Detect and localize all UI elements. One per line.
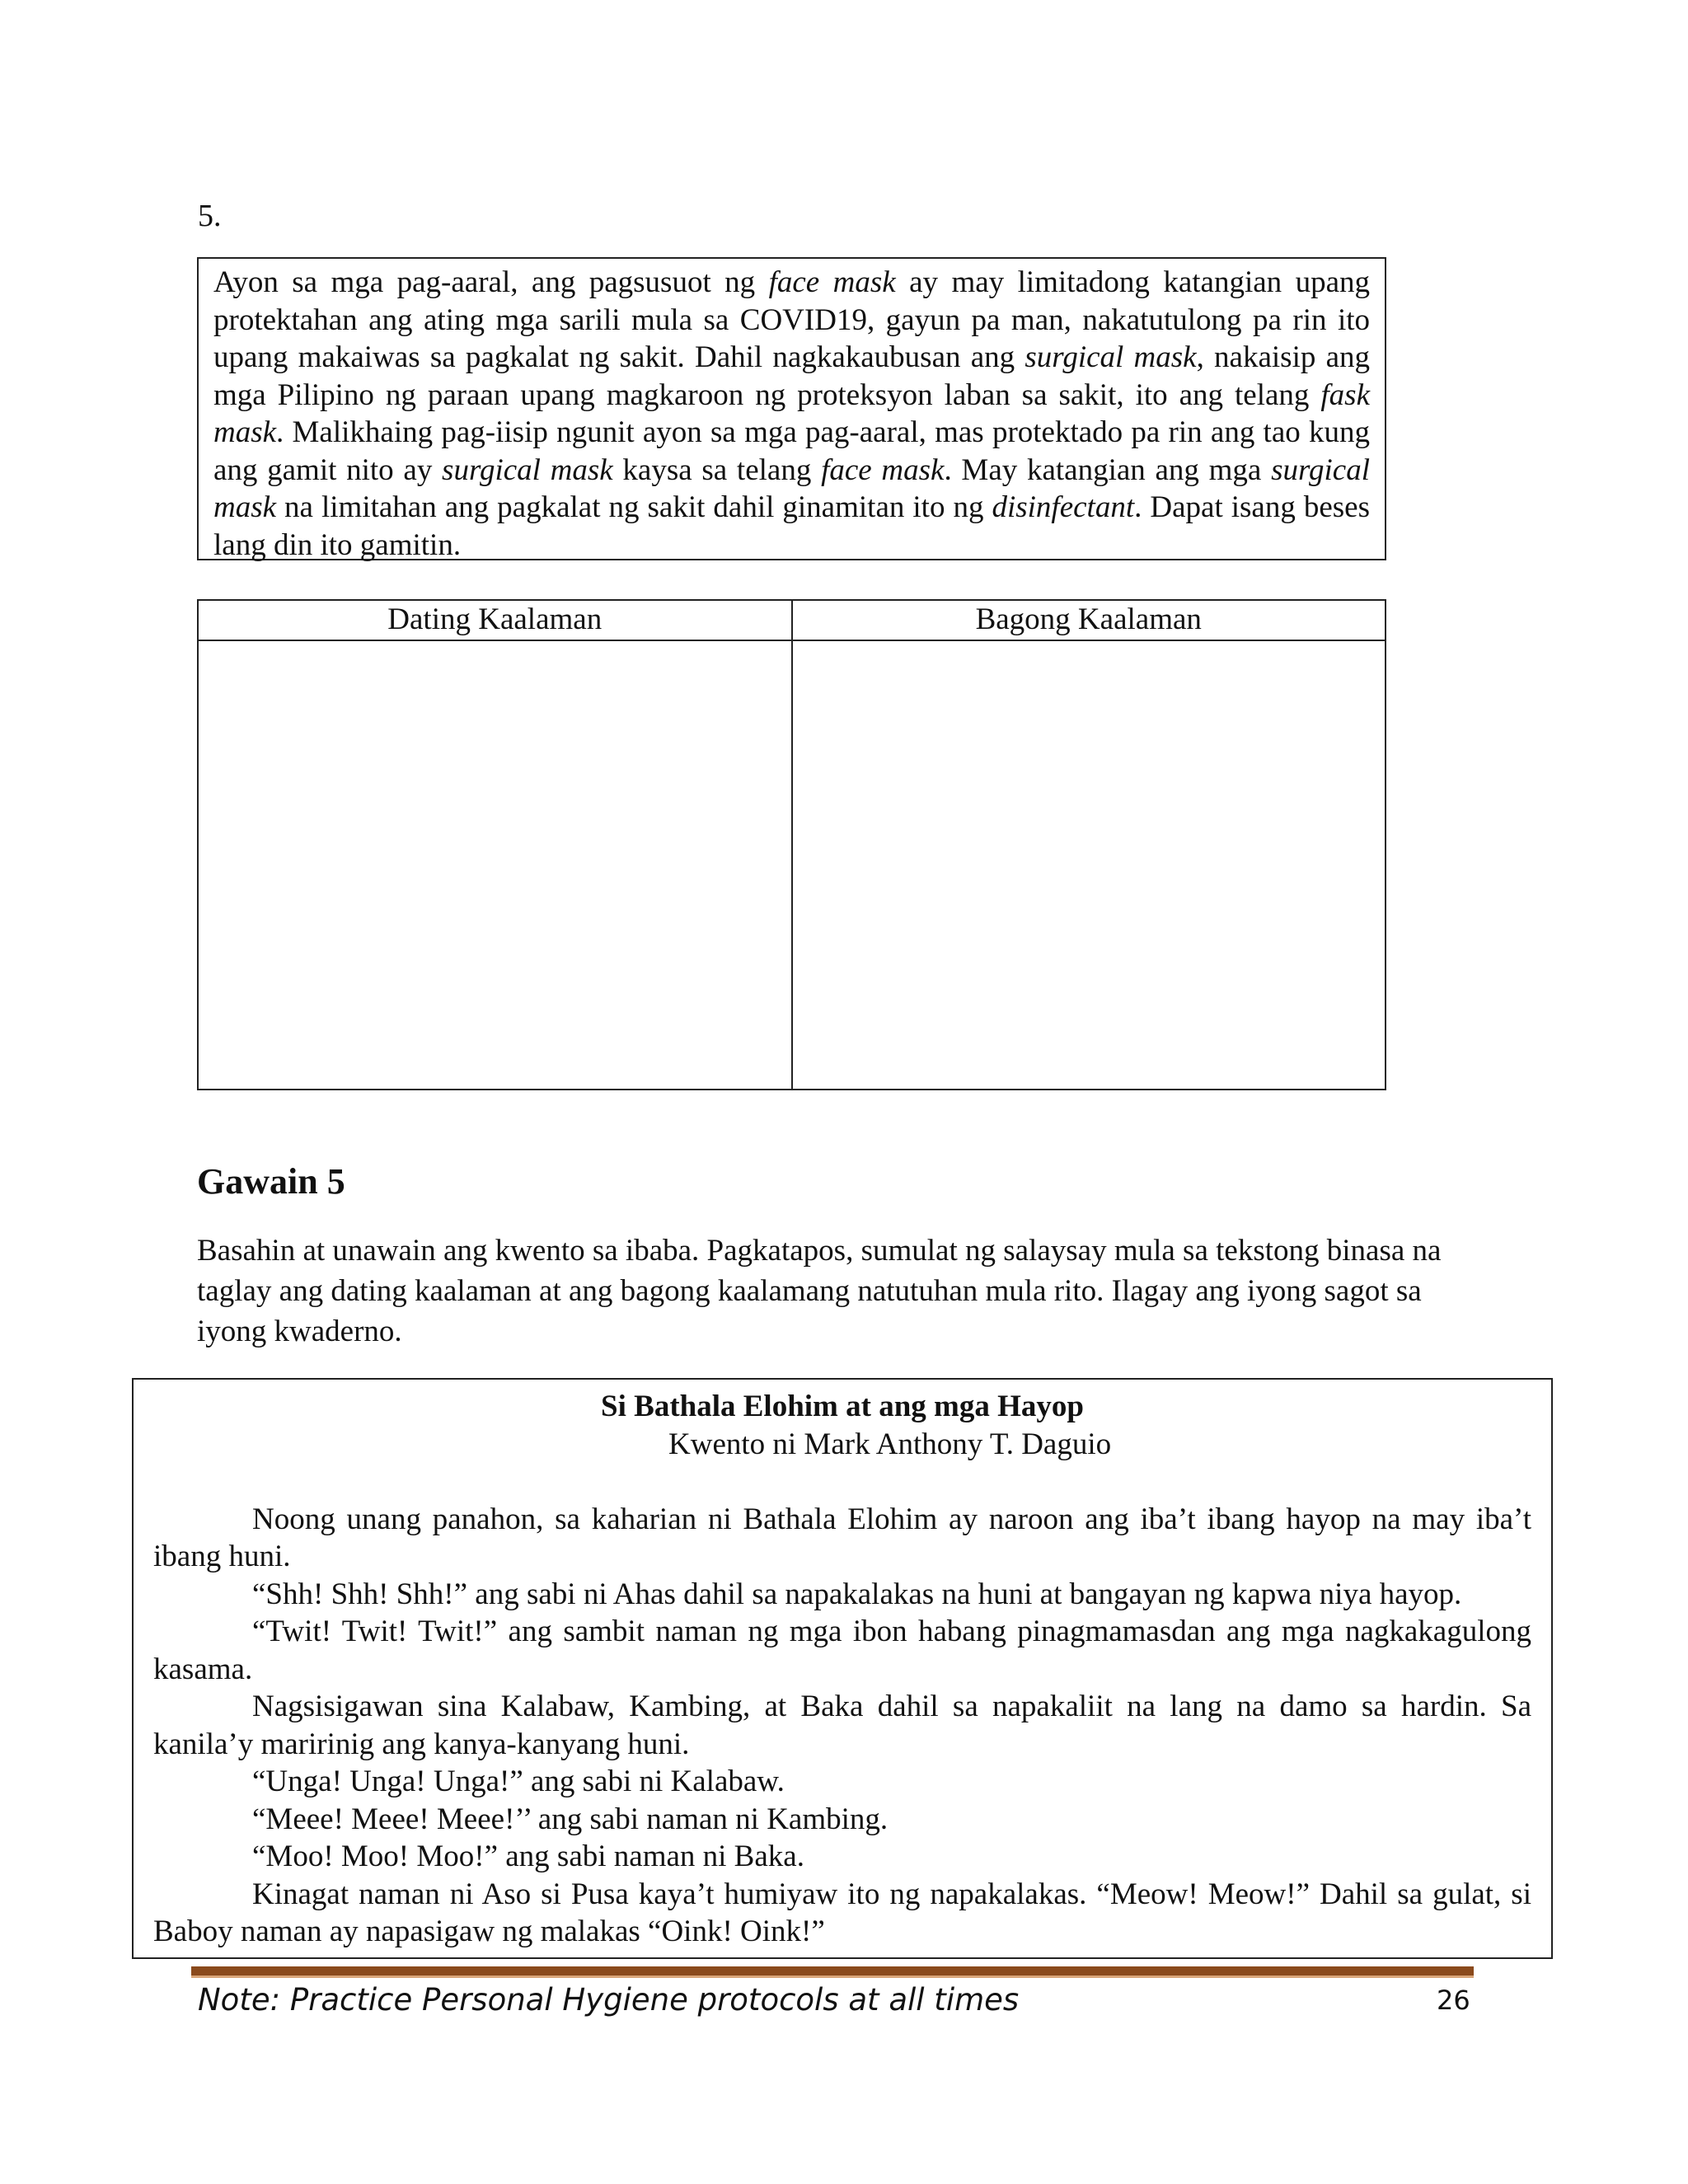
story-paragraph: “Shh! Shh! Shh!” ang sabi ni Ahas dahil sa napakalakas na huni at bangayan ng kapwa niya hayop. <box>252 1577 1462 1611</box>
column-bagong-kaalaman <box>791 601 1386 1089</box>
story-paragraph: “Moo! Moo! Moo!” ang sabi naman ni Baka. <box>252 1840 804 1873</box>
passage-emphasis: face mask <box>768 265 896 299</box>
instructions: Basahin at unawain ang kwento sa ibaba. Pagkatapos, sumulat ng salaysay mula sa tekstong binasa na taglay ang dating kaalaman at ang bagong kaalamang natutuhan mula rito. Ilagay ang iyong sagot sa iyong kwaderno. <box>197 1234 1442 1348</box>
story-author: Kwento ni Mark Anthony T. Daguio <box>668 1427 1112 1461</box>
story-title: Si Bathala Elohim at ang mga Hayop <box>601 1390 1084 1423</box>
passage-emphasis: surgical mask <box>213 452 1370 524</box>
passage-emphasis: face mask <box>821 452 945 487</box>
header-dating-kaalaman: Dating Kaalaman <box>199 601 791 641</box>
reading-passage <box>197 257 1386 560</box>
story-paragraph: “Twit! Twit! Twit!” ang sambit naman ng mga ibon habang pinagmamasdan ang mga nagkakagulong kasama. <box>153 1615 1531 1686</box>
knowledge-table <box>197 599 1386 1090</box>
passage-emphasis: disinfectant <box>992 490 1135 524</box>
passage-emphasis: fask mask <box>213 377 1370 449</box>
passage-text: na limitahan ang pagkalat ng sakit dahil ginamitan ito ng <box>276 490 992 524</box>
header-bagong-kaalaman: Bagong Kaalaman <box>793 601 1386 641</box>
story-paragraph: “Meee! Meee! Meee!’’ ang sabi naman ni Kambing. <box>252 1802 889 1836</box>
section-heading: Gawain 5 <box>197 1161 345 1202</box>
passage-emphasis: surgical mask <box>442 452 613 487</box>
story-paragraph: Kinagat naman ni Aso si Pusa kaya’t humiyaw ito ng napakalakas. “Meow! Meow!” Dahil sa gulat, si Baboy naman ay napasigaw ng malakas “Oink! Oink!” <box>153 1877 1531 1948</box>
passage-text: . Dapat isang beses lang din ito gamitin. <box>213 490 1370 562</box>
footer-divider <box>191 1966 1474 1978</box>
passage-text: . Malikhaing pag-iisip ngunit ayon sa mga pag-aaral, mas protektado pa rin ang tao kung ang gamit nito ay <box>213 415 1370 487</box>
passage-text: Ayon sa mga pag-aaral, ang pagsusuot ng <box>213 265 769 299</box>
story-paragraph: “Unga! Unga! Unga!” ang sabi ni Kalabaw. <box>252 1765 785 1798</box>
column-dating-kaalaman <box>199 601 791 1089</box>
passage-text: kaysa sa telang <box>612 452 822 487</box>
item-number: 5. <box>198 199 222 233</box>
page-number: 26 <box>1437 1985 1470 2016</box>
story-paragraph: Nagsisigawan sina Kalabaw, Kambing, at Baka dahil sa napakaliit na lang na damo sa hardin. Sa kanila’y maririnig ang kanya-kanyang huni. <box>153 1690 1531 1761</box>
passage-text: . May katangian ang mga <box>944 452 1272 487</box>
passage-emphasis: surgical mask <box>1025 340 1197 374</box>
answer-cell-bagong-kaalaman <box>793 641 1386 1089</box>
footer-note: Note: Practice Personal Hygiene protocols at all times <box>198 1982 1020 2018</box>
story-box <box>132 1378 1553 1959</box>
story-paragraph: Noong unang panahon, sa kaharian ni Bathala Elohim ay naroon ang iba’t ibang hayop na may iba’t ibang huni. <box>153 1502 1531 1573</box>
passage-text: , nakaisip ang mga Pilipino ng paraan upang magkaroon ng proteksyon laban sa sakit, ito ang telang <box>213 340 1371 412</box>
passage-text: ay may limitadong katangian upang protektahan ang ating mga sarili mula sa COVID19, gayun pa man, nakatutulong pa rin ito upang makaiwas sa pagkalat ng sakit. Dahil nagkakaubusan ang <box>213 265 1370 374</box>
answer-cell-dating-kaalaman <box>199 641 791 1089</box>
